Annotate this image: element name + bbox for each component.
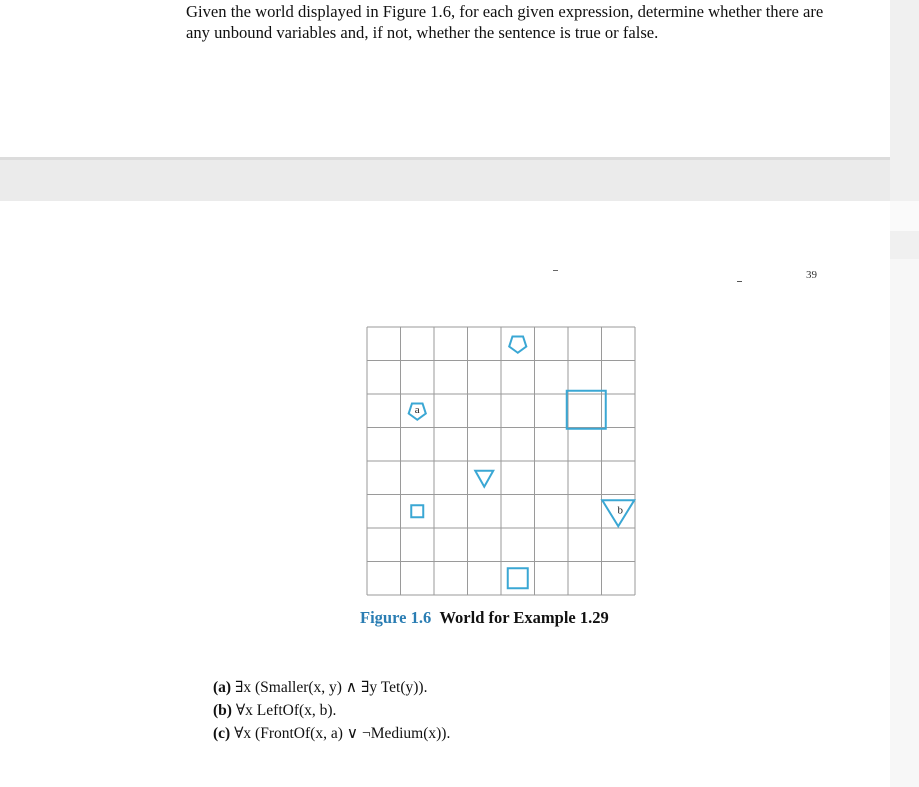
figure-caption [360, 608, 609, 628]
figure-title: World for Example 1.29 [439, 608, 609, 627]
scan-mark [553, 270, 558, 271]
question-text: ∀x LeftOf(x, b). [235, 702, 337, 719]
question-label: (a) [213, 679, 232, 696]
question-label: (b) [213, 702, 232, 719]
side-tab-lower [890, 259, 919, 787]
tetrahedron-shape [475, 471, 493, 487]
page-number: 39 [806, 269, 817, 281]
question-item [213, 722, 450, 745]
question-list [213, 676, 450, 745]
cube-large-shape [567, 391, 606, 429]
figure-label: Figure 1.6 [360, 608, 432, 627]
world-grid [365, 325, 637, 597]
pentagon-shape [509, 336, 526, 352]
question-text: ∀x (FrontOf(x, a) ∨ ¬Medium(x)). [234, 725, 451, 742]
side-tab [890, 201, 919, 231]
cube-small-shape [411, 505, 423, 517]
object-name-label: a [414, 403, 420, 416]
intro-paragraph: Given the world displayed in Figure 1.6, for each given expression, determine whether there are any unbound variables and, if not, whether the sentence is true or false. [186, 2, 824, 42]
grid-lines [367, 327, 635, 595]
grid-objects [409, 336, 635, 588]
question-item [213, 699, 450, 722]
cube-medium-shape [508, 568, 528, 588]
scan-mark [737, 281, 742, 282]
question-label: (c) [213, 725, 231, 742]
object-name-label: b [617, 504, 623, 517]
question-text: ∃x (Smaller(x, y) ∧ ∃y Tet(y)). [234, 679, 428, 696]
page-gap [0, 157, 890, 201]
question-item [213, 676, 450, 699]
